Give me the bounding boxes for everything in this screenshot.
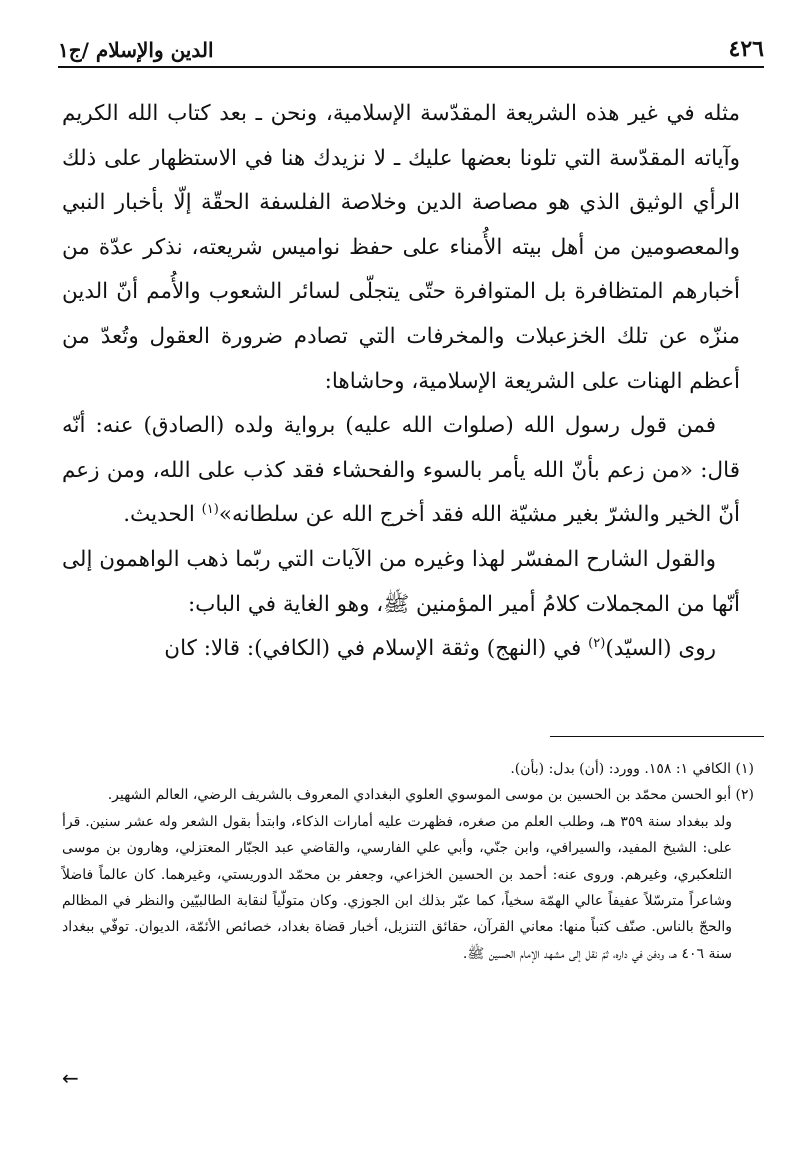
paragraph-hadith: [62, 404, 740, 538]
paragraph-commentary: والقول الشارح المفسّر لهذا وغيره من الآيات التي ربّما ذهب الواهمون إلى أنّها من المجملات كلامُ أمير المؤمنين ﷺ، وهو الغاية في الباب:: [62, 546, 740, 617]
footnote-2: (٢) أبو الحسن محمّد بن الحسين بن موسى الموسوي العلوي البغدادي المعروف بالشريف الرضي، العالم الشهير.: [107, 787, 754, 804]
hadith-text: فمن قول رسول الله (صلوات الله عليه) برواية ولده (الصادق) عنه: أنّه قال: «من زعم بأنّ الله يأمر بالسوء والفحشاء فقد كذب على الله، ومن زعم أنّ الخير والشرّ بغير مشيّة الله فقد أخرج الله عن سلطانه»: [62, 413, 740, 528]
footnotes: [62, 756, 754, 967]
header-rule: [58, 66, 764, 68]
page-number: ٤٢٦: [728, 36, 764, 62]
footnote-separator: [550, 736, 764, 737]
narration-end: في (النهج) وثقة الإسلام في (الكافي): قالا: كان: [164, 636, 589, 662]
continue-arrow-icon: ←: [62, 1066, 79, 1090]
main-text: [62, 92, 740, 672]
paragraph-intro: مثله في غير هذه الشريعة المقدّسة الإسلامية، ونحن ـ بعد كتاب الله الكريم وآياته المقدّسة التي تلونا بعضها عليك ـ لا نزيدك هنا في الاستظهار على ذلك الرأي الوثيق الذي هو مصاصة الدين وخلاصة الفلسفة الحقّة إلّا بأخبار النبي والمعصومين من أهل بيته الأُمناء على حفظ نواميس شريعته، نذكر عدّة من أخبارهم المتظافرة بل المتوافرة حتّى يتجلّى لسائر الشعوب والأُمم أنّ الدين منزّه عن تلك الخزعبلات والمخرفات التي تصادم ضرورة العقول وتُعدّ من أعظم الهنات على الشريعة الإسلامية، وحاشاها:: [62, 101, 740, 394]
paragraph-narration: [62, 627, 740, 672]
narration-start: روى (السيّد): [605, 636, 716, 662]
hadith-end: الحديث.: [123, 502, 202, 528]
footnote-ref-1: (١): [201, 502, 219, 518]
page-header: [58, 28, 764, 62]
footnote-ref-2: (٢): [588, 635, 606, 651]
footnote-1: (١) الكافي ١: ١٥٨. وورد: (أن) بدل: (بأن).: [510, 761, 754, 777]
footnote-2-continuation: ولد ببغداد سنة ٣٥٩ هـ، وطلب العلم من صغره، فظهرت عليه أمارات الذكاء، وابتدأ بقول الشعر وله عشر سنين. قرأ على: الشيخ المفيد، والسيرافي، وابن جنّي، وأبي علي الفارسي، والقاضي عبد الجبّار المعتزلي، وهارون بن موسى التلعكبري، وغيرهم. وروى عنه: أحمد بن الحسين الخزاعي، وجعفر بن محمّد الدوريستي، وغيرهما. كان عالماً فاضلاً وشاعراً مترسّلاً عفيفاً عالي الهمّة سخياً، كما عبّر بذلك ابن الجوزي. وكان متولّياً لنقابة الطالبيّين والنظر في المظالم والحجّ بالناس. صنّف كتباً منها: معاني القرآن، حقائق التنزيل، أخبار قضاة بغداد، خصائص الأئمّة، الديوان. توفّي ببغداد سنة ٤٠٦ هـ، ودفن في داره، ثمّ نقل إلى مشهد الإمام الحسين ﷺ.: [62, 813, 733, 962]
running-title: الدين والإسلام /ج١: [58, 38, 214, 62]
